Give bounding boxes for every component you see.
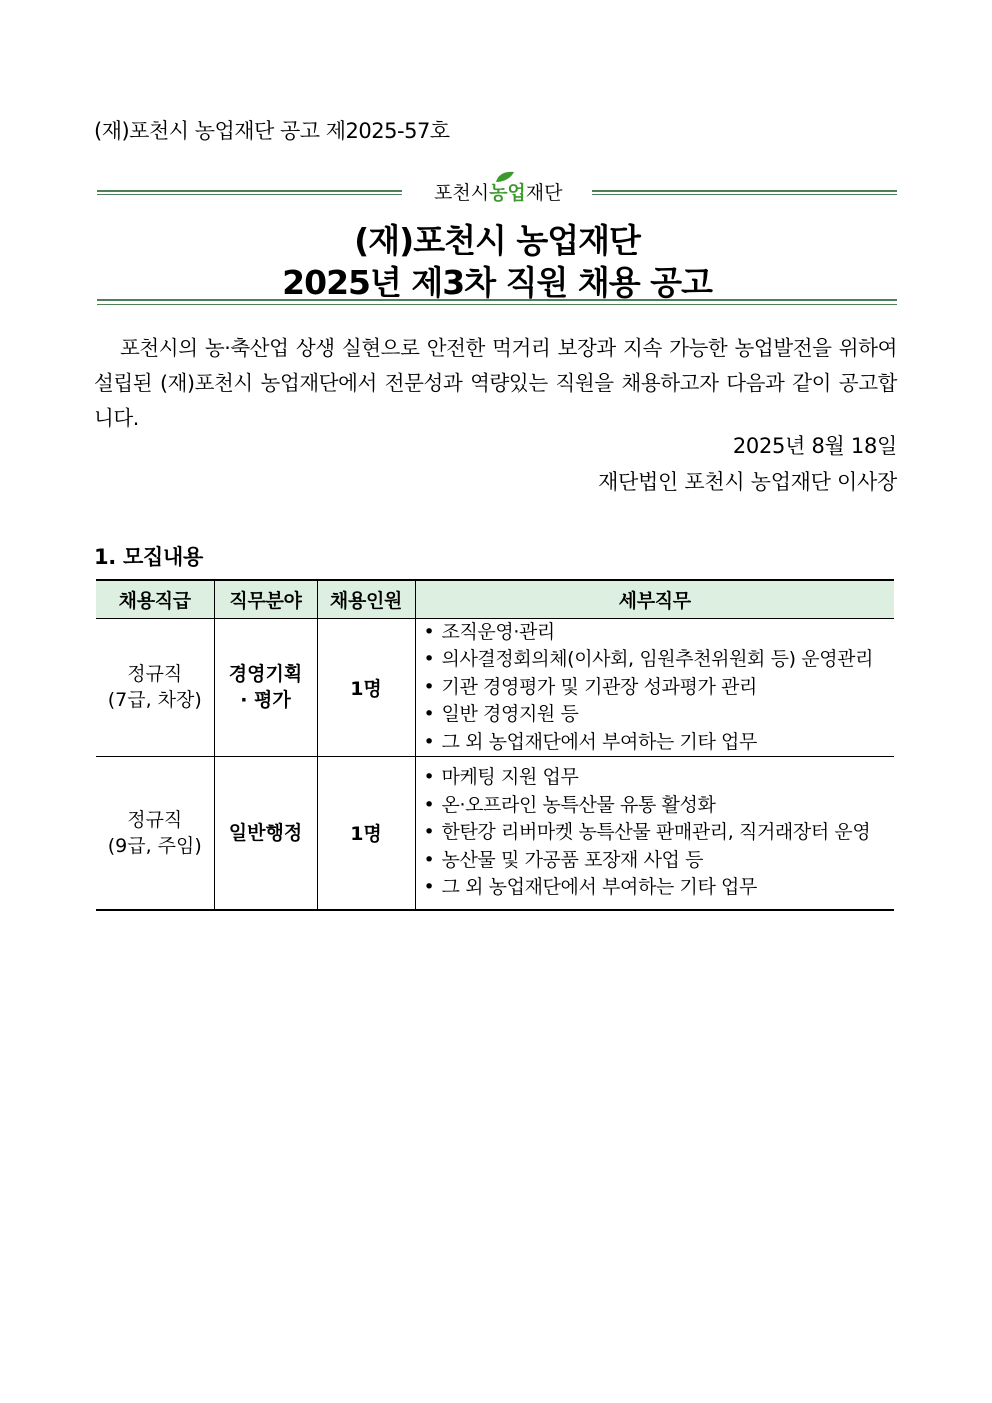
bullet: • <box>423 620 435 643</box>
duty-text: 의사결정회의체(이사회, 임원추천위원회 등) 운영관리 <box>441 648 874 670</box>
duties-cell <box>415 757 894 910</box>
duty-text: 농산물 및 가공품 포장재 사업 등 <box>441 848 704 871</box>
header-grade: 채용직급 <box>96 580 214 618</box>
bullet: • <box>423 675 435 698</box>
grade-type: 정규직 <box>127 808 183 831</box>
list-item <box>424 874 889 902</box>
header-count: 채용인원 <box>317 580 415 618</box>
list-item <box>424 646 889 674</box>
header-field: 직무분야 <box>214 580 317 618</box>
field-cell <box>214 618 317 757</box>
list-item <box>424 847 889 875</box>
recruitment-table <box>96 579 894 911</box>
logo-text-part3: 재단 <box>525 182 563 204</box>
duty-list <box>424 619 889 757</box>
bullet: • <box>423 876 435 898</box>
table-header-row <box>96 580 894 618</box>
duty-text: 기관 경영평가 및 기관장 성과평가 관리 <box>441 675 757 698</box>
list-item <box>424 729 889 757</box>
logo-text-part2: 농업 <box>489 182 526 204</box>
duty-text: 그 외 농업재단에서 부여하는 기타 업무 <box>441 876 757 898</box>
page-title-line2: 2025년 제3차 직원 채용 공고 <box>282 263 712 302</box>
duty-text: 한탄강 리버마켓 농특산물 판매관리, 직거래장터 운영 <box>441 821 871 843</box>
table-row <box>96 618 894 757</box>
list-item <box>424 701 889 729</box>
bullet: • <box>423 766 435 788</box>
grade-cell <box>96 618 214 757</box>
header-rule <box>97 180 897 204</box>
duty-text: 온·오프라인 농특산물 유통 활성화 <box>441 793 716 816</box>
grade-level: (7급, 차장) <box>107 689 202 712</box>
duty-text: 일반 경영지원 등 <box>441 703 579 725</box>
duty-text: 마케팅 지원 업무 <box>441 766 579 788</box>
list-item <box>424 674 889 702</box>
field-cell <box>214 757 317 910</box>
duty-list <box>424 764 889 902</box>
list-item <box>424 792 889 820</box>
bullet: • <box>423 821 435 843</box>
intro-text: 포천시의 농·축산업 상생 실현으로 안전한 먹거리 보장과 지속 가능한 농업발전을 위하여 설립된 (재)포천시 농업재단에서 전문성과 역량있는 직원을 채용하고자 다음과 같이 공고합니다. <box>94 336 897 430</box>
rule-right-line <box>592 190 897 195</box>
section-title-recruitment: 1. 모집내용 <box>94 545 203 569</box>
count-cell: 1명 <box>317 618 415 757</box>
notice-issuer: 재단법인 포천시 농업재단 이사장 <box>598 470 897 494</box>
bullet: • <box>423 703 435 725</box>
grade-cell <box>96 757 214 910</box>
duty-text: 조직운영·관리 <box>441 620 555 643</box>
list-item <box>424 619 889 647</box>
bullet: • <box>423 793 435 816</box>
list-item <box>424 819 889 847</box>
logo-text-part1: 포천시 <box>434 182 490 204</box>
field-name: 일반행정 <box>228 821 303 844</box>
duty-text: 그 외 농업재단에서 부여하는 기타 업무 <box>441 730 757 753</box>
grade-type: 정규직 <box>127 663 183 686</box>
foundation-logo <box>422 176 574 208</box>
bullet: • <box>423 730 435 753</box>
list-item <box>424 764 889 792</box>
header-duties: 세부직무 <box>415 580 894 618</box>
leaf-icon <box>494 170 516 184</box>
notice-date: 2025년 8월 18일 <box>732 434 897 458</box>
title-bottom-rule <box>97 299 897 305</box>
bullet: • <box>423 648 435 670</box>
grade-level: (9급, 주임) <box>107 834 202 857</box>
page-title-line1: (재)포천시 농업재단 <box>354 221 640 260</box>
table-row <box>96 757 894 910</box>
duties-cell <box>415 618 894 757</box>
count-cell: 1명 <box>317 757 415 910</box>
field-name: 경영기획 <box>228 663 303 686</box>
field-name-cont: · 평가 <box>240 689 291 712</box>
rule-left-line <box>97 190 402 195</box>
bullet: • <box>423 848 435 871</box>
notice-number: (재)포천시 농업재단 공고 제2025-57호 <box>94 119 450 143</box>
intro-paragraph <box>94 331 897 436</box>
